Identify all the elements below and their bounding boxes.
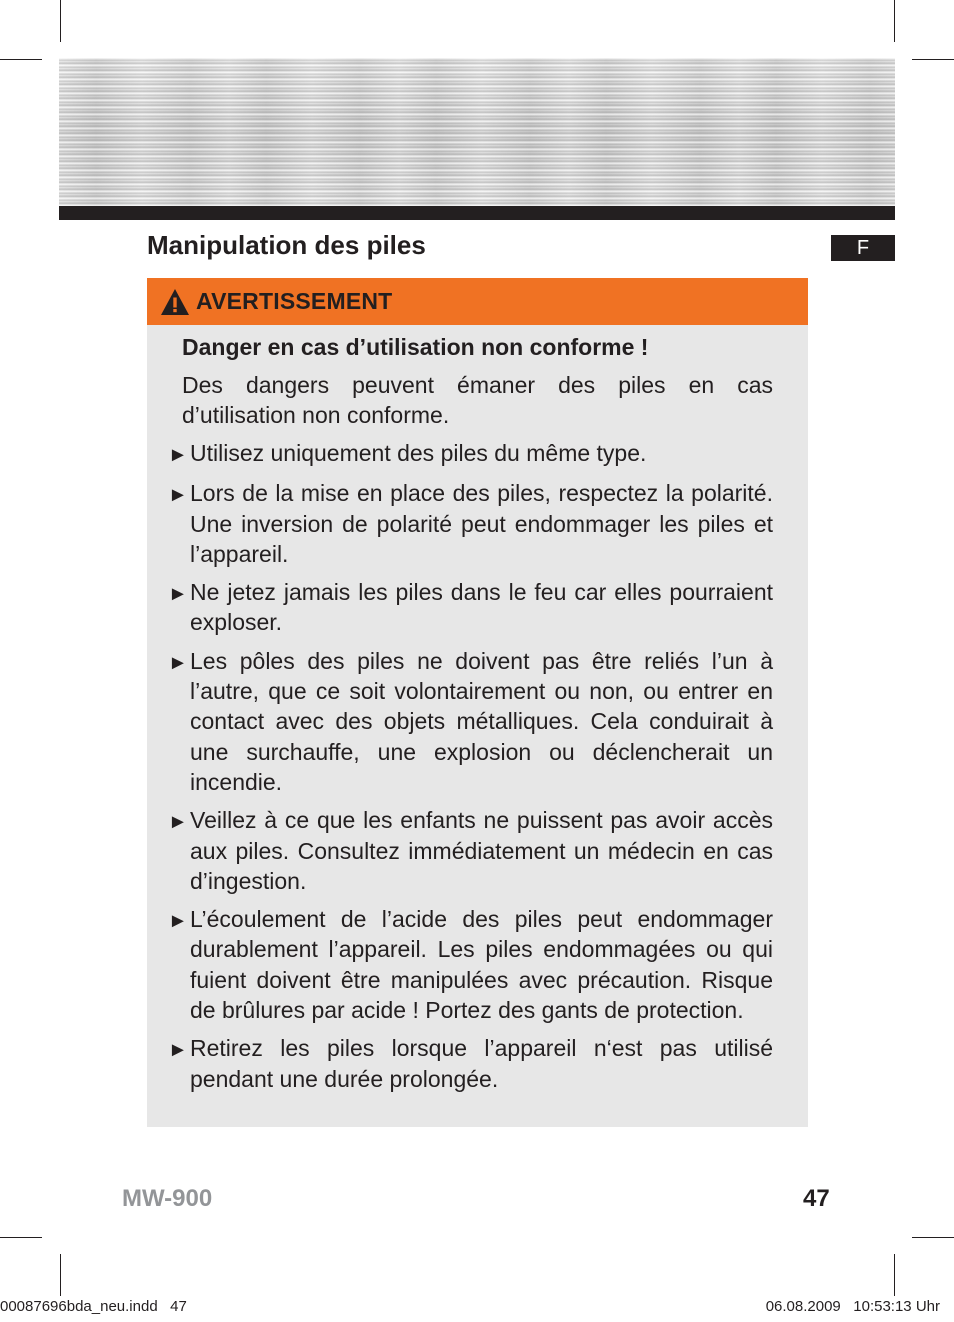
bullet-text: L’écoulement de l’acide des piles peut endommager durablement l’appareil. Les piles endommagées ou qui fuient doivent être manipulées avec précaution. Risque de brûlures par acide ! Portez des gants de protection. [190,906,773,1024]
crop-mark [912,1237,954,1238]
crop-mark [0,1237,42,1238]
bullet-text: Veillez à ce que les enfants ne puissent pas avoir accès aux piles. Consultez immédiatement un médecin en cas d’ingestion. [190,807,773,894]
danger-title: Danger en cas d’utilisation non conforme ! [182,334,649,360]
list-item [147,904,773,1025]
bullet-text: Retirez les piles lorsque l’appareil n‘est pas utilisé pendant une durée prolongée. [190,1035,773,1092]
list-item [147,478,773,569]
crop-mark [894,1254,895,1296]
warning-body [147,325,808,1094]
page-number: 47 [803,1185,830,1212]
warning-bullet-list [147,438,773,1094]
list-item [147,1033,773,1094]
bullet-text: Ne jetez jamais les piles dans le feu car elles pourraient exploser. [190,579,773,636]
warning-header [147,278,808,325]
bullet-text: Lors de la mise en place des piles, respectez la polarité. Une inversion de polarité peut endommager les piles et l’appareil. [190,480,773,567]
print-slug-file: 00087696bda_neu.indd 47 [0,1298,187,1315]
crop-mark [912,59,954,60]
arrow-right-icon: ► [168,910,188,933]
arrow-right-icon: ► [168,583,188,606]
footer-model: MW-900 [122,1185,213,1212]
warning-triangle-icon [160,288,190,316]
list-item [147,646,773,797]
crop-mark [60,0,61,42]
arrow-right-icon: ► [168,651,188,674]
arrow-right-icon: ► [168,444,188,466]
crop-mark [894,0,895,42]
bullet-text: Utilisez uniquement des piles du même type. [190,440,647,466]
print-slug-date: 06.08.2009 10:53:13 Uhr [765,1298,940,1315]
brushed-metal-banner [59,58,895,206]
list-item [147,438,773,470]
arrow-right-icon: ► [168,1039,188,1062]
bullet-text: Les pôles des piles ne doivent pas être reliés l’un à l’autre, que ce soit volontairement ou non, ou entrer en contact avec des objets métalliques. Cela conduirait à une surchauffe, une explosion ou déclencherait un incendie. [190,647,773,795]
section-title: Manipulation des piles [147,230,426,260]
banner-bar [59,206,895,220]
language-tab: F [831,235,895,261]
arrow-right-icon: ► [168,811,188,834]
warning-label: AVERTISSEMENT [196,288,393,314]
list-item [147,805,773,896]
list-item [147,577,773,638]
crop-mark [0,59,42,60]
danger-text: Des dangers peuvent émaner des piles en cas d’utilisation non conforme. [182,372,773,428]
crop-mark [60,1254,61,1296]
warning-box [147,278,808,1127]
arrow-right-icon: ► [168,484,188,507]
